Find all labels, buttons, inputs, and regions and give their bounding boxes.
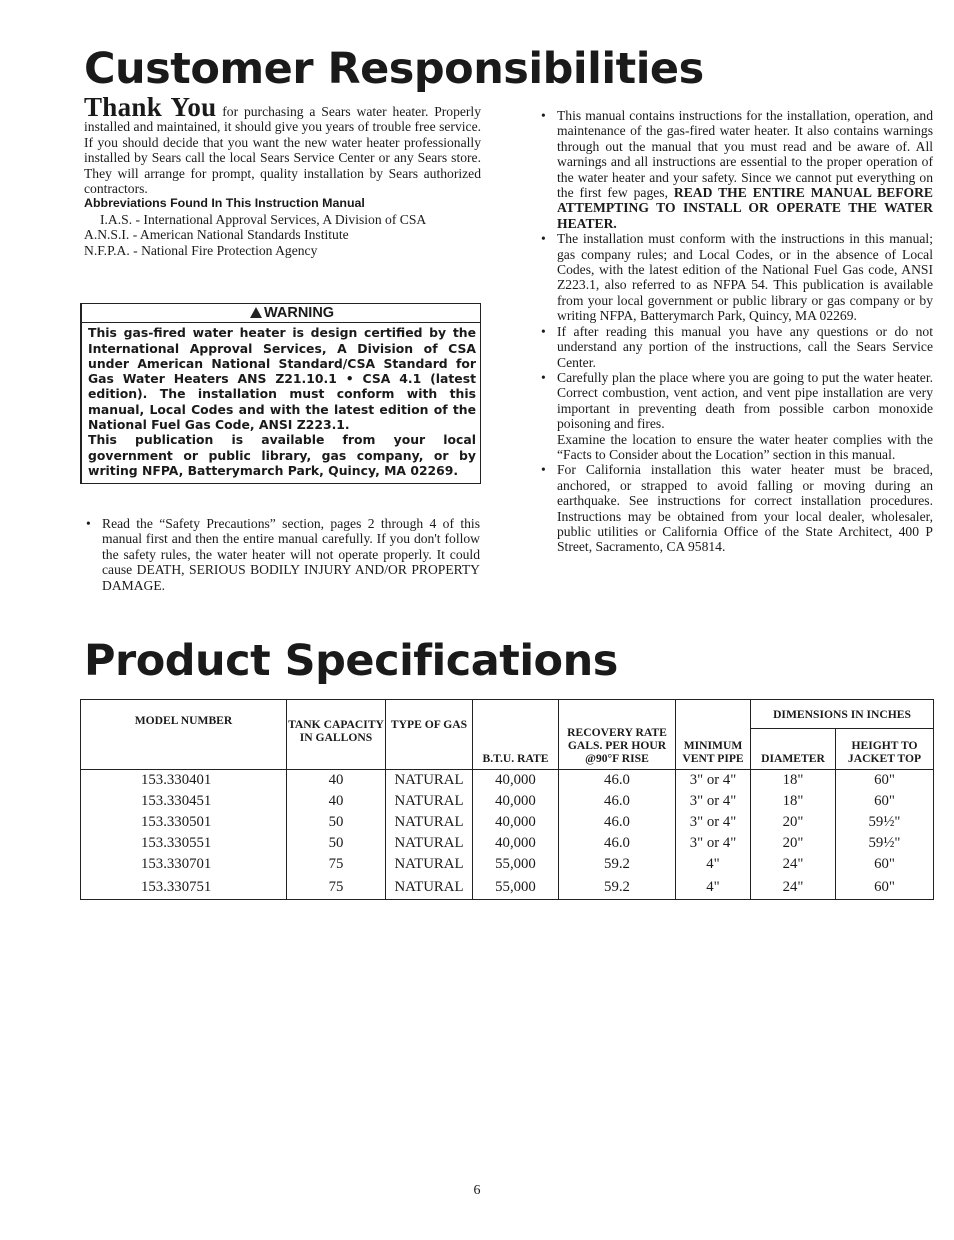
- warning-text-2: This publication is available from your local government or public library, gas company, or by writing NFPA, Batterymarch Park, Quincy, MA 02269.: [88, 432, 476, 478]
- title-customer-responsibilities: Customer Responsibilities: [84, 44, 704, 94]
- header-model-number: MODEL NUMBER: [81, 700, 287, 770]
- abbreviation-nfpa: N.F.P.A. - National Fire Protection Agency: [84, 242, 318, 258]
- cell-model: 153.330451: [81, 791, 287, 812]
- thank-you-text: for purchasing a Sears water heater. Properly installed and maintained, it should give you years of trouble free service. If you should decide that you want the new water heater professionally installed by Sears call the local Sears Service Center or any Sears store. They will arrange for prompt, quality installation by Sears authorized contractors.: [84, 104, 482, 197]
- cell-gas: NATURAL: [386, 875, 473, 900]
- cell-recovery: 46.0: [559, 770, 676, 792]
- cell-tank: 40: [287, 770, 386, 792]
- cell-diameter: 18": [751, 791, 836, 812]
- cell-height: 60": [836, 770, 934, 792]
- cell-vent: 3" or 4": [676, 770, 751, 792]
- cell-recovery: 59.2: [559, 854, 676, 875]
- abbreviations-heading: Abbreviations Found In This Instruction Manual: [84, 196, 365, 211]
- thank-you-paragraph: [84, 92, 482, 197]
- cell-recovery: 46.0: [559, 812, 676, 833]
- cell-model: 153.330751: [81, 875, 287, 900]
- table-row: [81, 791, 934, 812]
- warning-triangle-icon: [250, 307, 262, 318]
- cell-model: 153.330701: [81, 854, 287, 875]
- cell-btu: 55,000: [473, 854, 559, 875]
- warning-box: [80, 303, 481, 484]
- cell-tank: 50: [287, 812, 386, 833]
- header-recovery-rate: RECOVERY RATE GALS. PER HOUR @90°F RISE: [559, 700, 676, 770]
- table-row: [81, 833, 934, 854]
- cell-diameter: 20": [751, 833, 836, 854]
- header-diameter: DIAMETER: [751, 729, 836, 770]
- cell-gas: NATURAL: [386, 833, 473, 854]
- manual-contents-bullet: [539, 108, 933, 231]
- cell-tank: 75: [287, 875, 386, 900]
- table-row: [81, 812, 934, 833]
- cell-btu: 40,000: [473, 791, 559, 812]
- table-row: [81, 875, 934, 900]
- cell-tank: 75: [287, 854, 386, 875]
- cell-vent: 3" or 4": [676, 791, 751, 812]
- cell-gas: NATURAL: [386, 812, 473, 833]
- cell-recovery: 46.0: [559, 791, 676, 812]
- cell-model: 153.330551: [81, 833, 287, 854]
- header-tank-capacity: TANK CAPACITY IN GALLONS: [287, 700, 386, 770]
- cell-btu: 40,000: [473, 770, 559, 792]
- cell-diameter: 18": [751, 770, 836, 792]
- warning-header: [82, 304, 480, 323]
- thank-you-lead: Thank You: [84, 92, 217, 122]
- table-row: [81, 854, 934, 875]
- left-bullet-list: [84, 516, 480, 593]
- header-btu-rate: B.T.U. RATE: [473, 700, 559, 770]
- cell-diameter: 24": [751, 854, 836, 875]
- cell-vent: 3" or 4": [676, 833, 751, 854]
- cell-diameter: 20": [751, 812, 836, 833]
- cell-recovery: 46.0: [559, 833, 676, 854]
- product-specifications-table: [80, 699, 934, 900]
- read-entire-manual-text: READ THE ENTIRE MANUAL BEFORE ATTEMPTING TO INSTALL OR OPERATE THE WATER HEATER.: [557, 185, 933, 231]
- abbreviation-ias: I.A.S. - International Approval Services, A Division of CSA: [100, 211, 427, 227]
- table-row: [81, 770, 934, 792]
- cell-height: 60": [836, 854, 934, 875]
- california-installation-bullet: • For California installation this water heater must be braced, anchored, or strapped to avoid falling or moving during an earthquake. See instructions for correct installation procedures. Instructions may be obtained from your local dealer, wholesaler, public utilities or California Office of the State Architect, 400 P Street, Sacramento, CA 95814.: [539, 462, 933, 554]
- right-bullet-list: [539, 108, 933, 555]
- plan-location-text-2: Examine the location to ensure the water heater complies with the “Facts to Consider about the Location” section in this manual.: [557, 431, 933, 462]
- cell-gas: NATURAL: [386, 854, 473, 875]
- cell-height: 59½": [836, 833, 934, 854]
- cell-height: 60": [836, 791, 934, 812]
- cell-height: 59½": [836, 812, 934, 833]
- plan-location-bullet: [539, 370, 933, 462]
- questions-bullet: • If after reading this manual you have any questions or do not understand any portion of the instructions, call the Sears Service Center.: [539, 324, 933, 370]
- cell-gas: NATURAL: [386, 791, 473, 812]
- cell-height: 60": [836, 875, 934, 900]
- manual-contents-text: This manual contains instructions for the installation, operation, and maintenance of the gas-fired water heater. It also contains warnings through out the manual that you must read and be aware of. All warnings and all instructions are essential to the proper operation of the water heater and your safety. Since we cannot put everything on the first few pages,: [557, 108, 933, 201]
- cell-gas: NATURAL: [386, 770, 473, 792]
- cell-recovery: 59.2: [559, 875, 676, 900]
- cell-btu: 55,000: [473, 875, 559, 900]
- title-product-specifications: Product Specifications: [84, 636, 618, 686]
- cell-tank: 40: [287, 791, 386, 812]
- cell-vent: 4": [676, 875, 751, 900]
- cell-model: 153.330501: [81, 812, 287, 833]
- cell-vent: 3" or 4": [676, 812, 751, 833]
- left-column: [84, 92, 482, 258]
- header-minimum-vent-pipe: MINIMUM VENT PIPE: [676, 700, 751, 770]
- plan-location-text-1: • Carefully plan the place where you are going to put the water heater. Correct combustion, vent action, and vent pipe installation are very important in preventing death from possible carbon monoxide poisoning and fires.: [557, 369, 933, 432]
- right-column: [539, 108, 933, 555]
- abbreviation-ansi: A.N.S.I. - American National Standards Institute: [84, 227, 349, 243]
- header-dimensions: DIMENSIONS IN INCHES: [751, 700, 934, 729]
- installation-codes-bullet: • The installation must conform with the instructions in this manual; gas company rules; and Local Codes, or in the absence of Local Codes, with the latest edition of the National Fuel Gas code, ANSI Z223.1, also referred to as NFPA 54. This publication is available from your local government or public library or gas company or by writing NFPA, Batterymarch Park, Quincy, MA 02269.: [539, 231, 933, 323]
- warning-body: [82, 323, 480, 483]
- cell-btu: 40,000: [473, 812, 559, 833]
- warning-label: WARNING: [264, 305, 335, 321]
- cell-tank: 50: [287, 833, 386, 854]
- cell-vent: 4": [676, 854, 751, 875]
- cell-diameter: 24": [751, 875, 836, 900]
- safety-precautions-bullet: • Read the “Safety Precautions” section, pages 2 through 4 of this manual first and then the entire manual carefully. If you don't follow the safety rules, the water heater will not operate properly. It could cause DEATH, SERIOUS BODILY INJURY AND/OR PROPERTY DAMAGE.: [84, 516, 480, 593]
- warning-text-1: This gas-fired water heater is design certified by the International Approval Services, A Division of CSA under American National Standard/CSA Standard for Gas Water Heaters ANS Z21.10.1 • CSA 4.1 (latest edition). The installation must conform with this manual, Local Codes and with the latest edition of the National Fuel Gas Code, ANSI Z223.1.: [88, 325, 476, 433]
- header-height-to-jacket-top: HEIGHT TO JACKET TOP: [836, 729, 934, 770]
- header-type-of-gas: TYPE OF GAS: [386, 700, 473, 770]
- cell-model: 153.330401: [81, 770, 287, 792]
- page-number: 6: [473, 1183, 481, 1198]
- cell-btu: 40,000: [473, 833, 559, 854]
